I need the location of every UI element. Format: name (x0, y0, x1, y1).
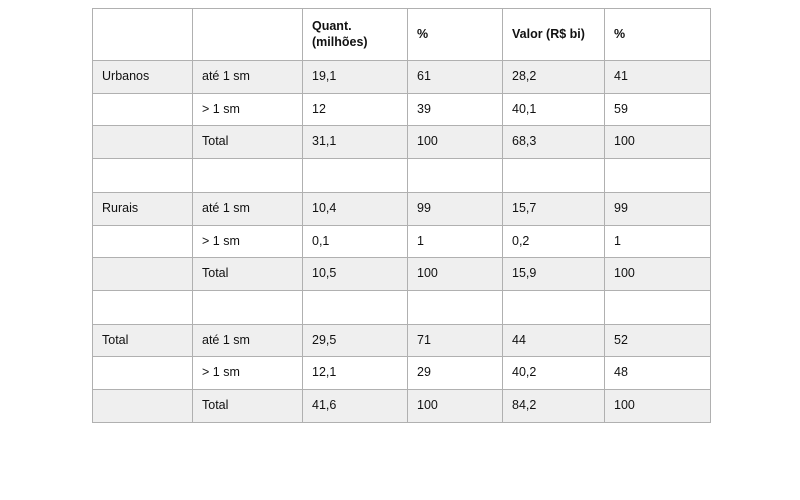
row-quantity: 29,5 (303, 324, 408, 357)
table-row (93, 93, 711, 126)
row-percent-value: 100 (605, 258, 711, 291)
row-group-label (93, 357, 193, 390)
row-group-label (93, 126, 193, 159)
row-group-label: Urbanos (93, 61, 193, 94)
row-percent-quantity: 71 (408, 324, 503, 357)
row-value: 68,3 (503, 126, 605, 159)
table-container (92, 8, 710, 423)
row-quantity: 0,1 (303, 225, 408, 258)
row-percent-value: 41 (605, 61, 711, 94)
row-percent-quantity: 100 (408, 126, 503, 159)
table-row (93, 324, 711, 357)
row-category-label: até 1 sm (193, 192, 303, 225)
row-value: 40,2 (503, 357, 605, 390)
row-percent-quantity: 39 (408, 93, 503, 126)
spacer-cell (193, 290, 303, 324)
spacer-cell (408, 290, 503, 324)
row-category-label: até 1 sm (193, 61, 303, 94)
table-row (93, 258, 711, 291)
header-cell-quantity (303, 9, 408, 61)
row-percent-quantity: 29 (408, 357, 503, 390)
row-percent-value: 59 (605, 93, 711, 126)
table-row (93, 390, 711, 423)
row-percent-quantity: 61 (408, 61, 503, 94)
row-percent-value: 100 (605, 390, 711, 423)
table-row (93, 61, 711, 94)
header-cell-value: Valor (R$ bi) (503, 9, 605, 61)
row-value: 44 (503, 324, 605, 357)
row-percent-value: 100 (605, 126, 711, 159)
row-value: 84,2 (503, 390, 605, 423)
spacer-cell (93, 158, 193, 192)
table-header-row (93, 9, 711, 61)
row-category-label: > 1 sm (193, 93, 303, 126)
row-group-label: Total (93, 324, 193, 357)
row-value: 28,2 (503, 61, 605, 94)
header-cell-percent-value: % (605, 9, 711, 61)
spacer-cell (503, 158, 605, 192)
table-row (93, 126, 711, 159)
row-value: 15,9 (503, 258, 605, 291)
row-category-label: Total (193, 390, 303, 423)
table-spacer-row (93, 158, 711, 192)
row-group-label: Rurais (93, 192, 193, 225)
header-cell-group (93, 9, 193, 61)
row-quantity: 12,1 (303, 357, 408, 390)
spacer-cell (408, 158, 503, 192)
row-percent-quantity: 1 (408, 225, 503, 258)
spacer-cell (193, 158, 303, 192)
row-category-label: Total (193, 258, 303, 291)
row-percent-quantity: 100 (408, 390, 503, 423)
row-category-label: Total (193, 126, 303, 159)
header-quantity-line1: Quant. (312, 18, 352, 33)
spacer-cell (503, 290, 605, 324)
spacer-cell (303, 158, 408, 192)
row-quantity: 10,5 (303, 258, 408, 291)
table-spacer-row (93, 290, 711, 324)
row-category-label: > 1 sm (193, 225, 303, 258)
table-row (93, 225, 711, 258)
row-percent-value: 1 (605, 225, 711, 258)
spacer-cell (303, 290, 408, 324)
spacer-cell (93, 290, 193, 324)
table-row (93, 357, 711, 390)
header-cell-category (193, 9, 303, 61)
row-percent-quantity: 100 (408, 258, 503, 291)
row-category-label: > 1 sm (193, 357, 303, 390)
row-quantity: 41,6 (303, 390, 408, 423)
row-quantity: 10,4 (303, 192, 408, 225)
row-percent-quantity: 99 (408, 192, 503, 225)
row-category-label: até 1 sm (193, 324, 303, 357)
row-value: 40,1 (503, 93, 605, 126)
header-quantity-line2: (milhões) (312, 34, 368, 49)
row-quantity: 12 (303, 93, 408, 126)
row-value: 15,7 (503, 192, 605, 225)
row-quantity: 19,1 (303, 61, 408, 94)
row-value: 0,2 (503, 225, 605, 258)
spacer-cell (605, 158, 711, 192)
row-group-label (93, 93, 193, 126)
row-group-label (93, 390, 193, 423)
row-group-label (93, 225, 193, 258)
row-percent-value: 48 (605, 357, 711, 390)
spacer-cell (605, 290, 711, 324)
row-group-label (93, 258, 193, 291)
row-quantity: 31,1 (303, 126, 408, 159)
data-table (92, 8, 711, 423)
header-cell-percent-quantity: % (408, 9, 503, 61)
row-percent-value: 99 (605, 192, 711, 225)
table-row (93, 192, 711, 225)
row-percent-value: 52 (605, 324, 711, 357)
